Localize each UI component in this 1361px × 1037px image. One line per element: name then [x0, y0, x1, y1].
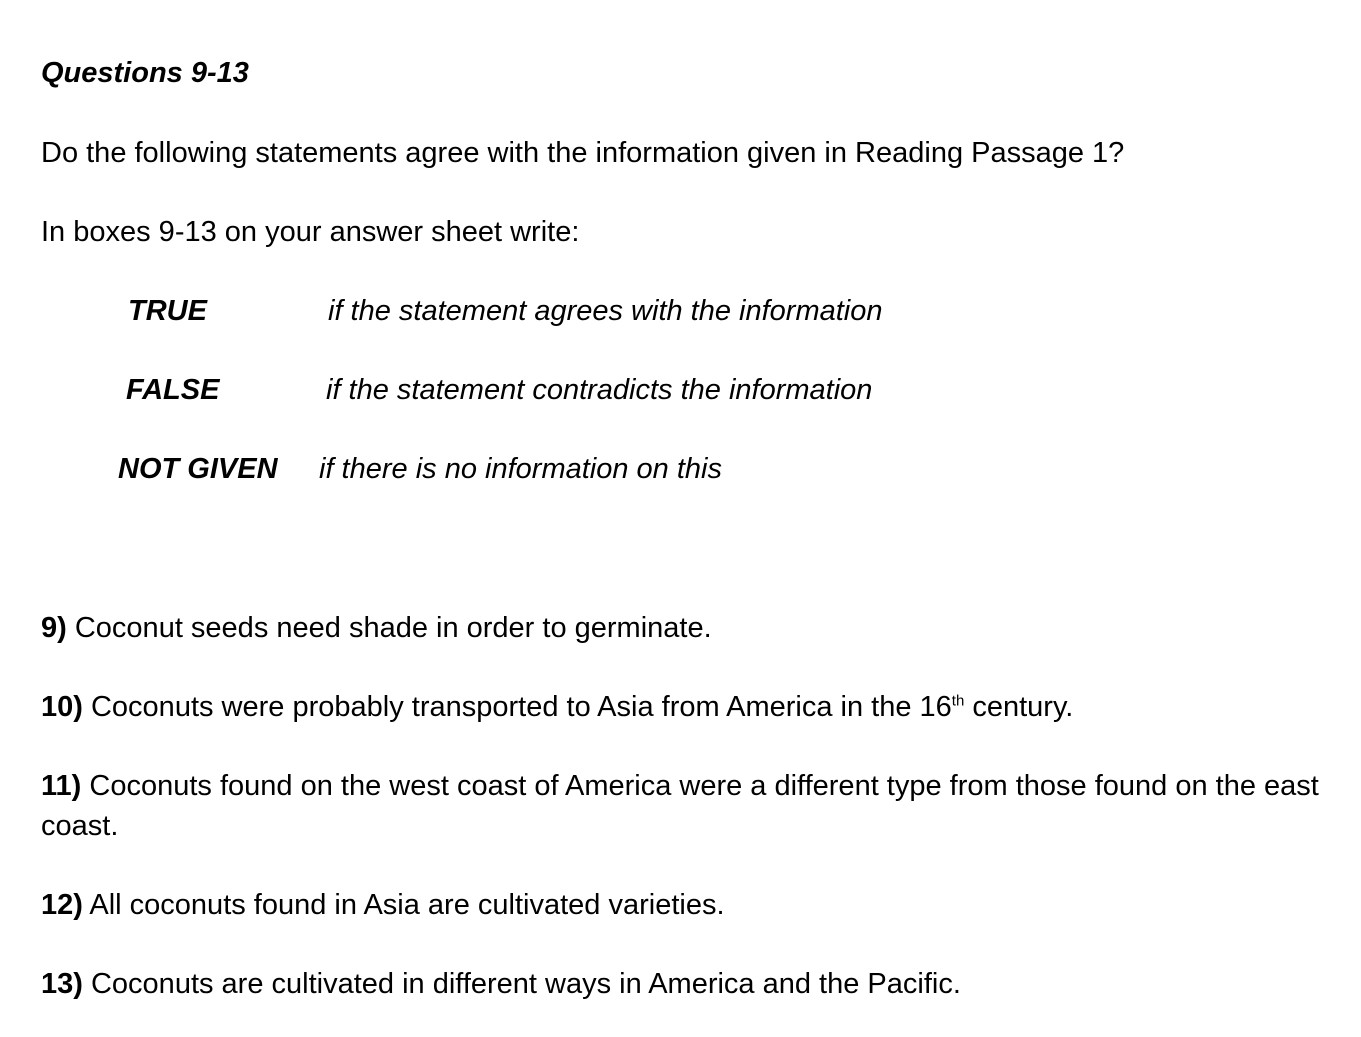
question-text: Coconuts found on the west coast of America were a different type from those found on the east coast. [41, 770, 1319, 842]
key-description-not-given: if there is no information on this [319, 453, 722, 485]
key-term-not-given: NOT GIVEN [118, 453, 278, 485]
question-item [41, 964, 961, 1004]
key-description-false: if the statement contradicts the information [326, 374, 873, 406]
question-text-main: Coconuts were probably transported to Asia from America in the 16 [90, 691, 952, 723]
key-term-false: FALSE [126, 374, 220, 406]
question-number: 10) [41, 691, 83, 723]
instruction-answer-sheet: In boxes 9-13 on your answer sheet write: [41, 216, 580, 248]
instruction-question: Do the following statements agree with the information given in Reading Passage 1? [41, 137, 1125, 169]
question-item [41, 885, 725, 925]
question-text: Coconuts are cultivated in different ways in America and the Pacific. [90, 968, 961, 1000]
key-term-true: TRUE [128, 295, 207, 327]
question-text: Coconut seeds need shade in order to germinate. [74, 612, 712, 644]
question-item [41, 687, 1073, 727]
question-number: 9) [41, 612, 67, 644]
question-number: 13) [41, 968, 83, 1000]
question-item [41, 608, 712, 648]
question-item [41, 766, 1341, 846]
key-description-true: if the statement agrees with the information [328, 295, 883, 327]
section-heading: Questions 9-13 [41, 57, 249, 89]
question-number: 11) [41, 770, 82, 802]
question-text [91, 691, 1073, 723]
question-text: All coconuts found in Asia are cultivated varieties. [89, 889, 725, 921]
ordinal-superscript: th [951, 692, 965, 710]
question-text-end: century. [964, 691, 1074, 723]
question-number: 12) [41, 889, 83, 921]
